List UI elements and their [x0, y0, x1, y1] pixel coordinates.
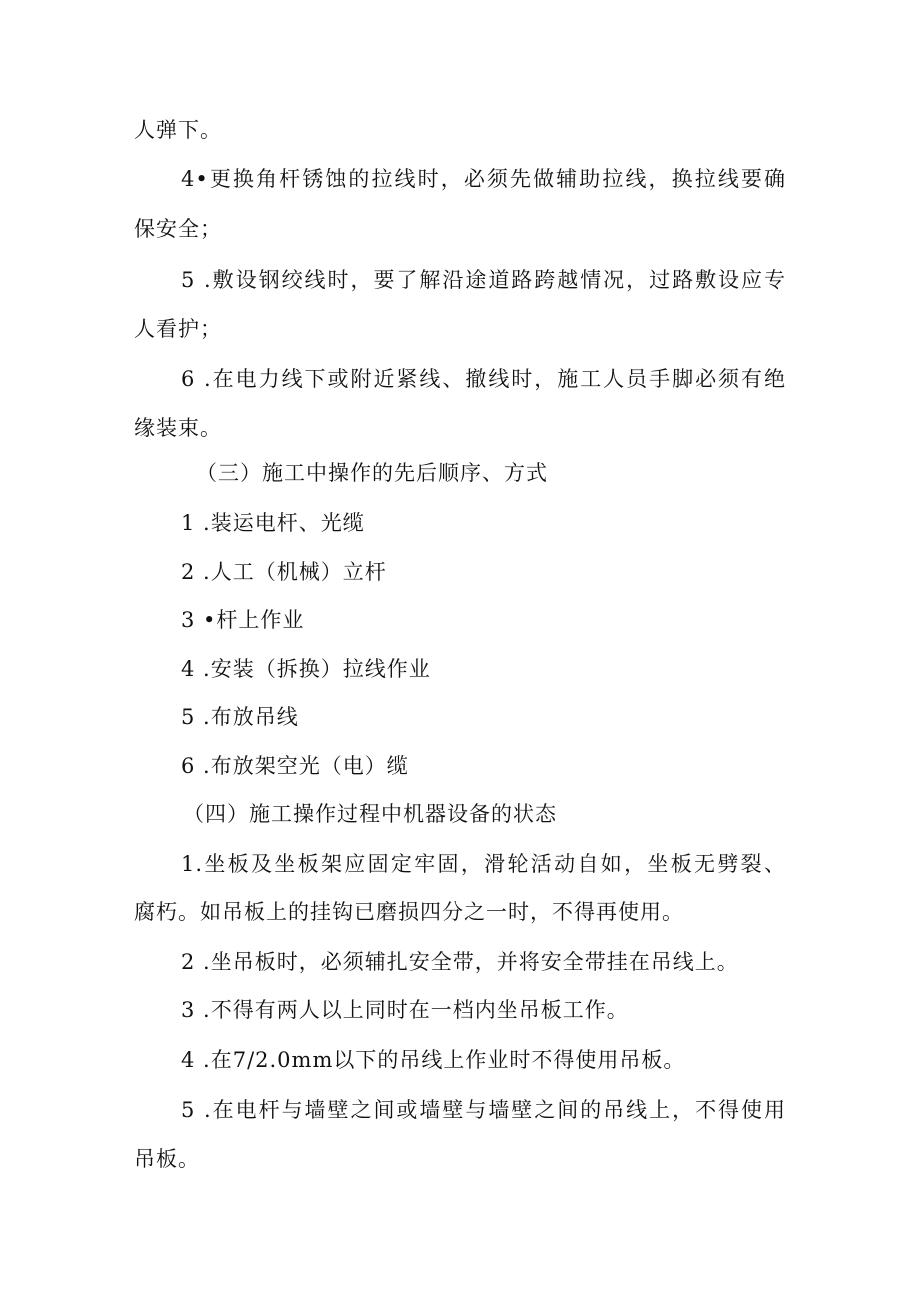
list-item: 1 .装运电杆、光缆: [181, 511, 365, 535]
text-line: 保安全；: [134, 217, 222, 241]
text-line: 腐朽。如吊板上的挂钩已磨损四分之一时，不得再使用。: [134, 900, 684, 924]
text-line: 缘装束。: [134, 416, 222, 440]
list-item: 2 .人工（机械）立杆: [181, 560, 387, 584]
text-line: 1.坐板及坐板架应固定牢固，滑轮活动自如，坐板无劈裂、: [181, 852, 786, 876]
text-line: 人弹下。: [134, 118, 222, 142]
text-line: 吊板。: [134, 1147, 200, 1171]
text-line: 4 .在7/2.0mm以下的吊线上作业时不得使用吊板。: [181, 1048, 686, 1072]
list-item: 6 .布放架空光（电）缆: [181, 754, 409, 778]
section-heading: （三）施工中操作的先后顺序、方式: [196, 461, 548, 485]
text-line: 4•更换角杆锈蚀的拉线时，必须先做辅助拉线，换拉线要确: [181, 167, 786, 191]
text-line: 5 .在电杆与墙壁之间或墙壁与墙壁之间的吊线上，不得使用: [181, 1098, 786, 1122]
section-heading: （四）施工操作过程中机器设备的状态: [183, 802, 557, 826]
text-line: 5 .敷设钢绞线时，要了解沿途道路跨越情况，过路敷设应专: [181, 268, 786, 292]
text-line: 人看护；: [134, 317, 222, 341]
list-item: 3 •杆上作业: [181, 608, 305, 632]
text-line: 2 .坐吊板时，必须辅扎安全带，并将安全带挂在吊线上。: [181, 950, 739, 974]
text-line: 3 .不得有两人以上同时在一档内坐吊板工作。: [181, 998, 629, 1022]
text-line: 6 .在电力线下或附近紧线、撤线时，施工人员手脚必须有绝: [181, 367, 786, 391]
list-item: 5 .布放吊线: [181, 705, 299, 729]
list-item: 4 .安装（拆换）拉线作业: [181, 657, 431, 681]
